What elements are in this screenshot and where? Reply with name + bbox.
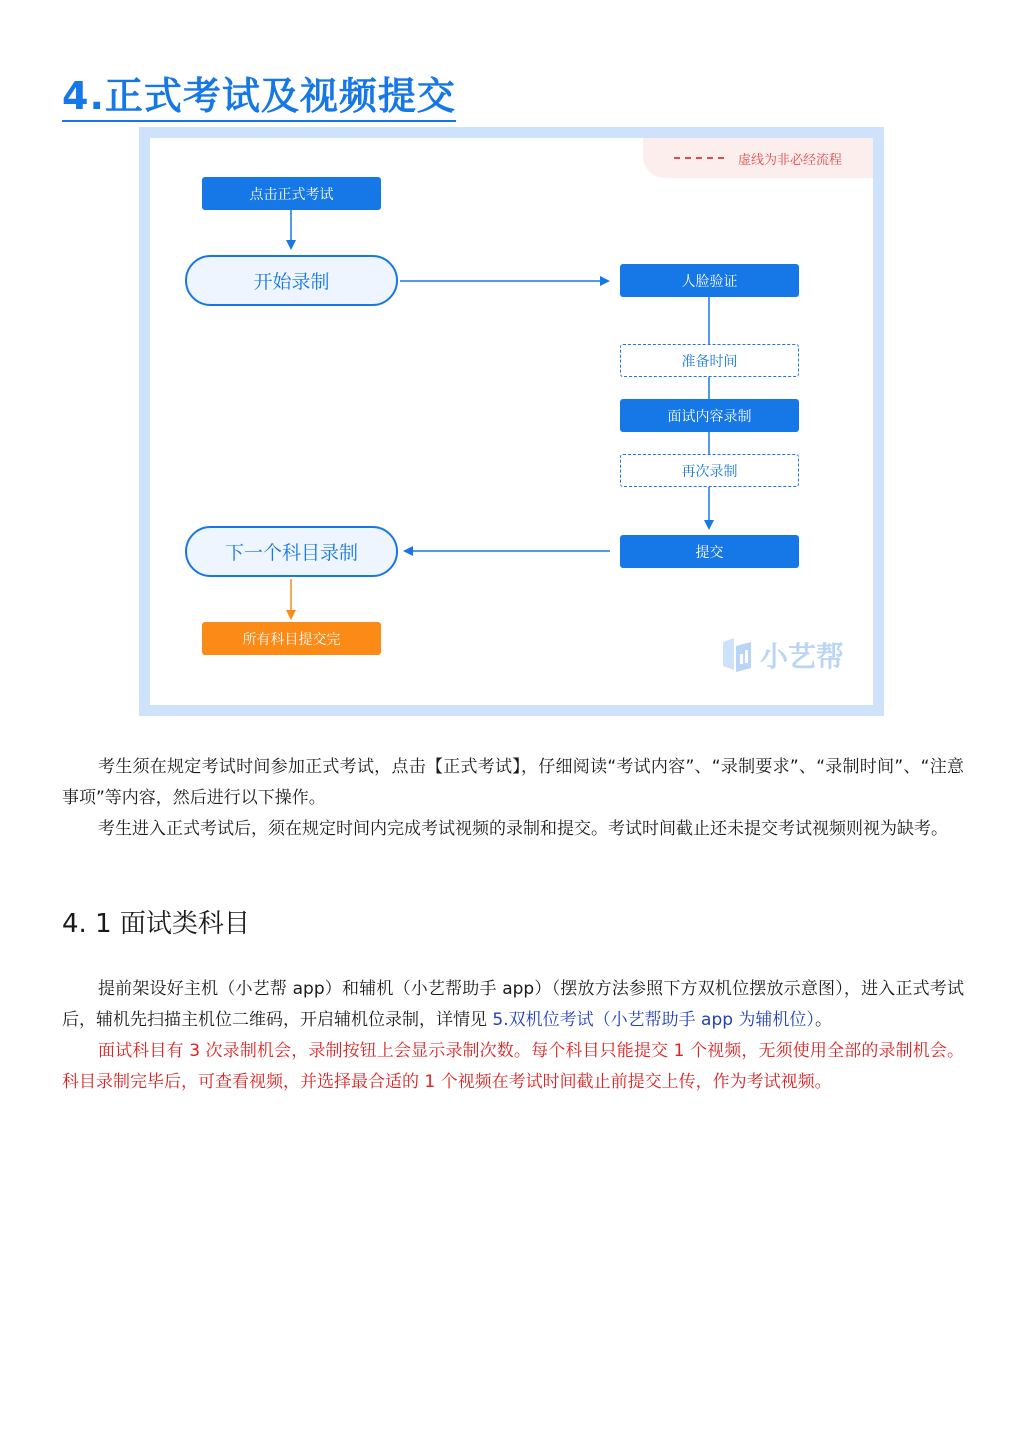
legend-label: 虚线为非必经流程 (737, 152, 842, 168)
watermark-text: 小艺帮 (760, 640, 845, 673)
paragraph-setup (62, 974, 964, 1036)
logo-icon (720, 636, 754, 674)
step-submit: 提交 (620, 535, 799, 568)
dual-camera-link[interactable]: 5.双机位考试（小艺帮助手 app 为辅机位） (492, 1010, 815, 1030)
step-face-verify: 人脸验证 (620, 264, 799, 297)
step-all-done: 所有科目提交完 (202, 622, 381, 655)
watermark (720, 635, 844, 675)
setup-end: 。 (814, 1010, 832, 1030)
step-prep-time: 准备时间 (620, 344, 799, 377)
flowchart-canvas (150, 138, 873, 705)
step-click-exam: 点击正式考试 (202, 177, 381, 210)
step-re-record: 再次录制 (620, 454, 799, 487)
section-heading: 4. 1 面试类科目 (62, 909, 250, 939)
paragraph-notice: 面试科目有 3 次录制机会，录制按钮上会显示录制次数。每个科目只能提交 1 个视频，无须使用全部的录制机会。科目录制完毕后，可查看视频，并选择最合适的 1 个视频在考试时间截止前提交上传，作为考试视频。 (62, 1041, 964, 1092)
page-title: 4.正式考试及视频提交 (62, 74, 456, 122)
paragraph-intro: 考生须在规定考试时间参加正式考试，点击【正式考试】，仔细阅读“考试内容”、“录制要求”、“录制时间”、“注意事项”等内容，然后进行以下操作。 (62, 757, 964, 808)
flowchart (139, 127, 884, 716)
setup-text: 提前架设好主机（小艺帮 app）和辅机（小艺帮助手 app）（摆放方法参照下方双机位摆放示意图），进入正式考试后，辅机先扫描主机位二维码，开启辅机位录制，详情见 (62, 979, 964, 1030)
paragraph-deadline: 考生进入正式考试后，须在规定时间内完成考试视频的录制和提交。考试时间截止还未提交考试视频则视为缺考。 (98, 819, 948, 839)
step-next-subject: 下一个科目录制 (185, 526, 398, 577)
step-start-recording: 开始录制 (185, 255, 398, 306)
step-interview-record: 面试内容录制 (620, 399, 799, 432)
